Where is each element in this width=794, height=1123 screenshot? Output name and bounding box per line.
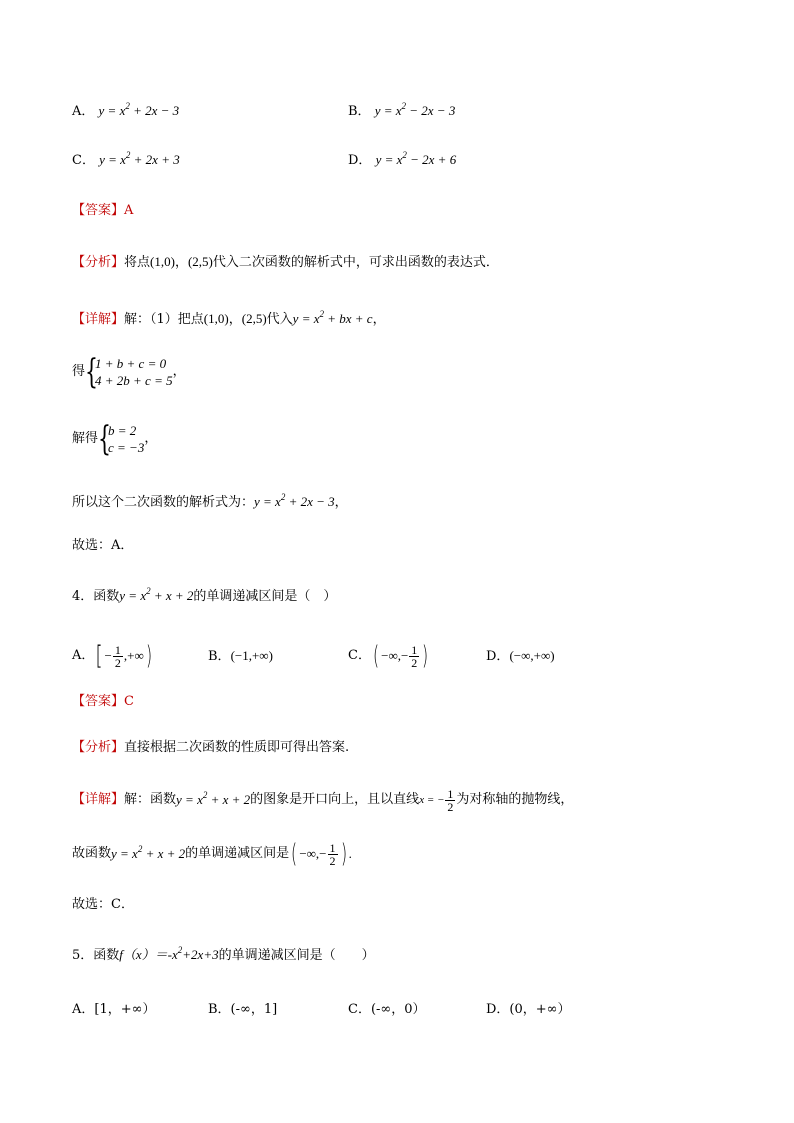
function-expression: $y = x^2 + x + 2$ [119,586,194,603]
detail-text: ， [372,312,386,327]
quadratic-expression: $y = x^2$ + bx + c [292,309,373,326]
fraction [409,644,419,669]
q3-choose [72,536,133,556]
thus-text: 故函数 [72,846,112,861]
option-expression: $y = x^2 + 2x + 3$ [99,150,180,167]
option-expression: (−1,+∞) [230,648,273,663]
q5-option-a [72,1000,155,1020]
question-number: 5．函数 [72,948,120,963]
option-text: A．[1，+∞） [72,1002,156,1017]
q5-option-b [208,1000,277,1020]
fraction [113,644,123,669]
analysis-text: 将点 [124,255,151,270]
equation-system [85,352,173,392]
option-label: B． [348,104,371,119]
option-expression: (−∞,+∞) [509,648,555,663]
fraction [445,788,455,813]
option-label: D． [486,649,510,664]
analysis-text: 代入二次函数的解析式中，可求出函数的表达式． [212,255,499,270]
answer-tag: 【答案】 [72,694,125,709]
separator: ， [172,364,186,379]
numerator: 1 [411,642,418,657]
detail-text: 代入 [266,312,293,327]
denominator: 2 [411,655,418,670]
detail-tag: 【详解】 [72,792,125,807]
detail-tag: 【详解】 [72,312,125,327]
analysis-tag: 【分析】 [72,740,125,755]
detail-text: 为对称轴的抛物线， [456,792,574,807]
point-1: (1,0) [150,254,175,269]
equation-system [98,419,145,459]
q4-option-b [208,646,273,667]
q4-analysis [72,738,349,758]
denominator: 2 [329,853,336,868]
right-paren: ) [145,641,152,671]
q3-analysis [72,252,499,273]
option-text: B．(-∞，1] [208,1002,278,1017]
analysis-text: 直接根据二次函数的性质即可得出答案. [124,740,350,755]
conclusion-text: 所以这个二次函数的解析式为： [72,495,255,510]
q4-option-d [486,646,555,667]
q4-stem [72,586,336,607]
separator: ， [334,495,348,510]
function-name: f（x）＝ [119,947,168,962]
point-2: (2,5) [187,254,213,269]
right-paren: ) [422,641,429,671]
choose-text: 故选：C． [72,897,134,912]
q5-option-d [486,1000,571,1020]
option-label: D． [348,153,372,168]
q4-option-c: C．( −∞,− $\frac{1}{2}$ ) [348,641,429,671]
q3-answer [72,201,133,221]
brace-icon: { [98,419,111,459]
option-text: C．(-∞，0） [348,1002,426,1017]
solve-label: 解得 [72,431,99,446]
numerator: 1 [329,840,336,855]
get-label: 得 [72,364,86,379]
q3-conclusion [72,492,348,513]
denominator: 2 [447,799,454,814]
function-expression: $-x^2+2x+3$ [167,945,219,962]
question-number: 4．函数 [72,589,120,604]
q4-answer [72,692,134,712]
q5-stem [72,945,375,966]
equation-row: c = −3 [108,440,145,455]
option-label: A． [72,104,95,119]
function-expression: $y = x^2 + x + 2$ [176,790,251,807]
detail-text: 的图象是开口向上，且以直线 [250,792,420,807]
brace-icon: { [85,352,98,392]
analysis-tag: 【分析】 [72,255,125,270]
q3-option-c [72,150,180,171]
equation-row: 1 + b + c = 0 [95,356,167,371]
option-label: A． [72,648,95,663]
conclusion-expression: $y = x^2 + 2x - 3$ [254,492,335,509]
question-text: 的单调递减区间是（ ） [218,948,375,963]
option-text: D．(0，+∞） [486,1002,571,1017]
separator: ， [174,255,188,270]
option-expression: $y = x^2 - 2x - 3$ [374,101,456,118]
detail-text: 解：（1）把点 [124,312,204,327]
q3-option-b [348,101,455,122]
option-expression: $y = x^2 + 2x - 3$ [98,101,180,118]
equation-row: b = 2 [108,423,137,438]
answer-value: C [124,694,134,709]
separator: ， [228,312,242,327]
answer-tag: 【答案】 [72,203,125,218]
left-paren: ( [291,839,298,869]
q5-option-c [348,1000,426,1020]
option-expression: $y = x^2 - 2x + 6$ [375,150,457,167]
option-label: B． [208,649,231,664]
detail-text: 解：函数 [124,792,177,807]
equation-row: 4 + 2b + c = 5 [95,373,173,388]
q4-choose [72,895,134,915]
point-1: (1,0) [203,311,229,326]
q3-system-2 [72,419,157,460]
separator: ， [144,431,158,446]
right-paren: ) [340,839,347,869]
numerator: 1 [114,642,121,657]
q3-option-a [72,101,179,122]
point-2: (2,5) [241,311,267,326]
fraction [328,842,338,867]
q3-detail-intro [72,309,386,330]
numerator: 1 [447,786,454,801]
question-text: 的单调递减区间是（ ） [193,589,337,604]
denominator: 2 [114,655,121,670]
left-paren: ( [372,641,380,671]
q4-thus: 故函数$y = x^2 + x + 2$的单调递减区间是( −∞,− $\frac{1}{2}$ ) . [72,839,352,869]
left-bracket: [ [95,641,104,671]
q4-option-a: A．[ − $\frac{1}{2}$ ,+∞) [72,641,152,671]
option-label: C． [348,648,371,663]
q3-option-d [348,150,456,171]
function-expression: $y = x^2 + x + 2$ [111,844,186,861]
choose-text: 故选：A． [72,538,134,553]
q4-detail: 【详解】解：函数$y = x^2 + x + 2$的图象是开口向上，且以直线x = − $\frac{1}{2}$ 为对称轴的抛物线， [72,786,574,814]
thus-text: 的单调递减区间是 [185,846,290,861]
q3-system-1 [72,352,186,393]
option-label: C． [72,153,95,168]
answer-value: A [124,203,134,218]
